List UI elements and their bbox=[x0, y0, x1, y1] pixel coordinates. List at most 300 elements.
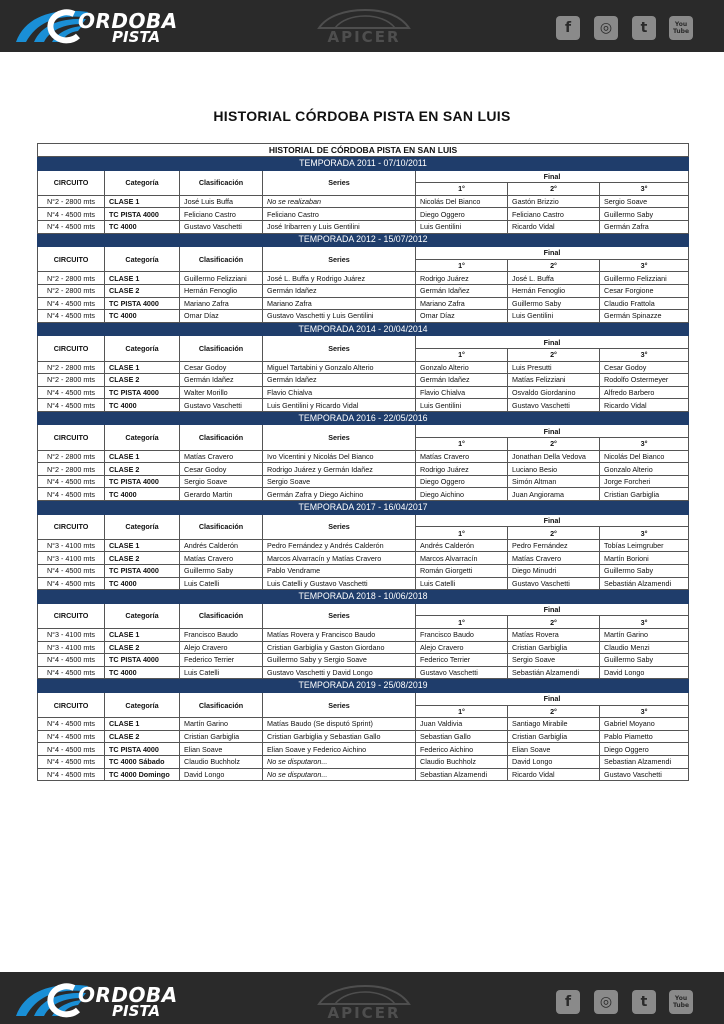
col-categoria: Categoría bbox=[105, 336, 180, 361]
cell-series: Miguel Tartabini y Gonzalo Alterio bbox=[263, 361, 416, 374]
cell-third: Cesar Forgione bbox=[600, 284, 689, 297]
cell-clasificacion: José Luis Buffa bbox=[180, 195, 263, 208]
season-header-row bbox=[38, 590, 689, 604]
season-header-row bbox=[38, 501, 689, 515]
cell-categoria: TC 4000 bbox=[105, 220, 180, 233]
col-final: Final bbox=[416, 425, 689, 438]
cell-second: Juan Angiorama bbox=[508, 488, 600, 501]
cell-circuito: N°3 - 4100 mts bbox=[38, 552, 105, 565]
cell-first: Juan Valdivia bbox=[416, 718, 508, 731]
cell-third: Sebastián Alzamendi bbox=[600, 577, 689, 590]
cell-categoria: TC 4000 Domingo bbox=[105, 768, 180, 781]
cell-circuito: N°4 - 4500 mts bbox=[38, 565, 105, 578]
cell-third: Guillermo Felizziani bbox=[600, 272, 689, 285]
history-table bbox=[37, 143, 689, 781]
cell-clasificacion: David Longo bbox=[180, 768, 263, 781]
cell-second: Ricardo Vidal bbox=[508, 768, 600, 781]
col-third: 3° bbox=[600, 438, 689, 451]
cell-categoria: CLASE 1 bbox=[105, 539, 180, 552]
cell-clasificacion: Walter Morillo bbox=[180, 386, 263, 399]
table-row bbox=[38, 730, 689, 743]
col-circuito: CIRCUITO bbox=[38, 692, 105, 717]
cell-third: Gabriel Moyano bbox=[600, 718, 689, 731]
cell-clasificacion: Omar Díaz bbox=[180, 310, 263, 323]
cell-categoria: CLASE 2 bbox=[105, 730, 180, 743]
footer-logo-text-ordoba: ORDOBA bbox=[78, 983, 178, 1007]
cell-first: Federico Terrier bbox=[416, 654, 508, 667]
table-row bbox=[38, 755, 689, 768]
col-third: 3° bbox=[600, 527, 689, 540]
table-row bbox=[38, 539, 689, 552]
column-header-row bbox=[38, 247, 689, 260]
cell-clasificacion: Federico Terrier bbox=[180, 654, 263, 667]
footer-twitter-icon[interactable]: t bbox=[632, 990, 656, 1014]
cell-circuito: N°4 - 4500 mts bbox=[38, 730, 105, 743]
cell-second: Guillermo Saby bbox=[508, 297, 600, 310]
col-second: 2° bbox=[508, 183, 600, 196]
season-header-row bbox=[38, 233, 689, 247]
table-row bbox=[38, 565, 689, 578]
table-title: HISTORIAL DE CÓRDOBA PISTA EN SAN LUIS bbox=[38, 144, 689, 157]
col-second: 2° bbox=[508, 438, 600, 451]
cell-series: No se disputaron... bbox=[263, 755, 416, 768]
cell-categoria: TC PISTA 4000 bbox=[105, 654, 180, 667]
column-header-row bbox=[38, 514, 689, 527]
cell-second: David Longo bbox=[508, 755, 600, 768]
cell-third: Nicolás Del Bianco bbox=[600, 450, 689, 463]
season-header-row bbox=[38, 411, 689, 425]
col-final: Final bbox=[416, 514, 689, 527]
cordoba-pista-logo[interactable] bbox=[12, 6, 182, 46]
col-first: 1° bbox=[416, 705, 508, 718]
column-header-row bbox=[38, 425, 689, 438]
column-header-row bbox=[38, 336, 689, 349]
table-title-row bbox=[38, 144, 689, 157]
cell-series: Pablo Vendrame bbox=[263, 565, 416, 578]
col-circuito: CIRCUITO bbox=[38, 336, 105, 361]
cell-categoria: TC 4000 bbox=[105, 488, 180, 501]
cell-clasificacion: Claudio Buchholz bbox=[180, 755, 263, 768]
cell-clasificacion: Alejo Cravero bbox=[180, 641, 263, 654]
cell-clasificacion: Guillermo Saby bbox=[180, 565, 263, 578]
cell-circuito: N°4 - 4500 mts bbox=[38, 208, 105, 221]
cell-categoria: TC PISTA 4000 bbox=[105, 297, 180, 310]
cell-second: Matías Rovera bbox=[508, 628, 600, 641]
cell-circuito: N°4 - 4500 mts bbox=[38, 666, 105, 679]
cell-categoria: CLASE 1 bbox=[105, 272, 180, 285]
cell-third: Sebastian Alzamendi bbox=[600, 755, 689, 768]
col-series: Series bbox=[263, 692, 416, 717]
cell-series: Guillermo Saby y Sergio Soave bbox=[263, 654, 416, 667]
cell-circuito: N°4 - 4500 mts bbox=[38, 768, 105, 781]
cell-series: Rodrigo Juárez y Germán Idañez bbox=[263, 463, 416, 476]
table-row bbox=[38, 374, 689, 387]
cell-series: Ivo Vicentini y Nicolás Del Bianco bbox=[263, 450, 416, 463]
cell-categoria: CLASE 1 bbox=[105, 718, 180, 731]
cell-first: Francisco Baudo bbox=[416, 628, 508, 641]
instagram-icon[interactable]: ◎ bbox=[594, 16, 618, 40]
cell-categoria: TC PISTA 4000 bbox=[105, 208, 180, 221]
twitter-icon[interactable]: t bbox=[632, 16, 656, 40]
cell-circuito: N°3 - 4100 mts bbox=[38, 641, 105, 654]
table-row bbox=[38, 310, 689, 323]
cell-series: Gustavo Vaschetti y David Longo bbox=[263, 666, 416, 679]
footer-instagram-icon[interactable]: ◎ bbox=[594, 990, 618, 1014]
sponsor-name: APICER bbox=[327, 28, 401, 46]
cell-series: Cristian Garbiglia y Gaston Giordano bbox=[263, 641, 416, 654]
col-circuito: CIRCUITO bbox=[38, 603, 105, 628]
cell-second: Sebastián Alzamendi bbox=[508, 666, 600, 679]
cell-first: Omar Díaz bbox=[416, 310, 508, 323]
col-first: 1° bbox=[416, 527, 508, 540]
season-title: TEMPORADA 2017 - 16/04/2017 bbox=[38, 501, 689, 515]
cell-circuito: N°4 - 4500 mts bbox=[38, 310, 105, 323]
cell-first: Diego Aichino bbox=[416, 488, 508, 501]
col-series: Series bbox=[263, 336, 416, 361]
cell-circuito: N°2 - 2800 mts bbox=[38, 374, 105, 387]
cell-categoria: CLASE 1 bbox=[105, 361, 180, 374]
cell-categoria: TC 4000 Sábado bbox=[105, 755, 180, 768]
table-row bbox=[38, 577, 689, 590]
col-categoria: Categoría bbox=[105, 514, 180, 539]
table-row bbox=[38, 718, 689, 731]
cell-third: Alfredo Barbero bbox=[600, 386, 689, 399]
cell-series: Germán Zafra y Diego Aichino bbox=[263, 488, 416, 501]
col-second: 2° bbox=[508, 527, 600, 540]
cell-first: Diego Oggero bbox=[416, 475, 508, 488]
cell-series: Cristian Garbiglia y Sebastian Gallo bbox=[263, 730, 416, 743]
col-first: 1° bbox=[416, 183, 508, 196]
cell-series: Pedro Fernández y Andrés Calderón bbox=[263, 539, 416, 552]
season-title: TEMPORADA 2016 - 22/05/2016 bbox=[38, 411, 689, 425]
cell-third: Diego Oggero bbox=[600, 743, 689, 756]
footer-youtube-icon[interactable] bbox=[669, 990, 693, 1014]
col-third: 3° bbox=[600, 259, 689, 272]
footer-facebook-icon[interactable]: f bbox=[556, 990, 580, 1014]
cell-categoria: TC PISTA 4000 bbox=[105, 386, 180, 399]
col-final: Final bbox=[416, 170, 689, 183]
cell-circuito: N°4 - 4500 mts bbox=[38, 743, 105, 756]
table-row bbox=[38, 552, 689, 565]
col-second: 2° bbox=[508, 348, 600, 361]
cell-second: Gastón Brizzio bbox=[508, 195, 600, 208]
cell-circuito: N°4 - 4500 mts bbox=[38, 577, 105, 590]
table-row bbox=[38, 284, 689, 297]
cell-clasificacion: Hernán Fenoglio bbox=[180, 284, 263, 297]
cell-second: Hernán Fenoglio bbox=[508, 284, 600, 297]
cell-third: Cesar Godoy bbox=[600, 361, 689, 374]
cell-first: Germán Idañez bbox=[416, 284, 508, 297]
cell-second: Cristian Garbiglia bbox=[508, 730, 600, 743]
cell-clasificacion: Germán Idañez bbox=[180, 374, 263, 387]
col-clasificacion: Clasificación bbox=[180, 603, 263, 628]
cell-first: Mariano Zafra bbox=[416, 297, 508, 310]
cell-clasificacion: Elian Soave bbox=[180, 743, 263, 756]
footer-car-silhouette-icon bbox=[305, 984, 423, 1006]
cell-clasificacion: Cesar Godoy bbox=[180, 463, 263, 476]
cell-clasificacion: Luis Catelli bbox=[180, 577, 263, 590]
col-final: Final bbox=[416, 603, 689, 616]
cell-first: Flavio Chialva bbox=[416, 386, 508, 399]
column-header-row bbox=[38, 692, 689, 705]
col-third: 3° bbox=[600, 183, 689, 196]
col-series: Series bbox=[263, 425, 416, 450]
cell-second: Luciano Besio bbox=[508, 463, 600, 476]
season-header-row bbox=[38, 157, 689, 171]
cell-clasificacion: Gustavo Vaschetti bbox=[180, 220, 263, 233]
col-first: 1° bbox=[416, 348, 508, 361]
cell-second: Ricardo Vidal bbox=[508, 220, 600, 233]
cell-categoria: CLASE 1 bbox=[105, 195, 180, 208]
column-header-row bbox=[38, 170, 689, 183]
col-series: Series bbox=[263, 514, 416, 539]
cell-first: Rodrigo Juárez bbox=[416, 272, 508, 285]
cell-categoria: TC 4000 bbox=[105, 310, 180, 323]
cell-circuito: N°3 - 4100 mts bbox=[38, 628, 105, 641]
cell-circuito: N°2 - 2800 mts bbox=[38, 361, 105, 374]
table-row bbox=[38, 297, 689, 310]
cell-third: Ricardo Vidal bbox=[600, 399, 689, 412]
col-second: 2° bbox=[508, 705, 600, 718]
cell-first: Luis Gentilini bbox=[416, 399, 508, 412]
col-clasificacion: Clasificación bbox=[180, 425, 263, 450]
cell-circuito: N°3 - 4100 mts bbox=[38, 539, 105, 552]
cell-first: Germán Idañez bbox=[416, 374, 508, 387]
cell-second: Luis Gentilini bbox=[508, 310, 600, 323]
table-row bbox=[38, 628, 689, 641]
cell-second: José L. Buffa bbox=[508, 272, 600, 285]
cell-third: Germán Zafra bbox=[600, 220, 689, 233]
cell-circuito: N°4 - 4500 mts bbox=[38, 297, 105, 310]
cell-second: Gustavo Vaschetti bbox=[508, 399, 600, 412]
car-silhouette-icon bbox=[305, 8, 423, 30]
footer-cordoba-pista-logo[interactable] bbox=[12, 980, 182, 1020]
cell-second: Cristian Garbiglia bbox=[508, 641, 600, 654]
col-clasificacion: Clasificación bbox=[180, 247, 263, 272]
cell-first: Sebastian Alzamendi bbox=[416, 768, 508, 781]
cell-series: Sergio Soave bbox=[263, 475, 416, 488]
cell-circuito: N°2 - 2800 mts bbox=[38, 284, 105, 297]
cell-circuito: N°4 - 4500 mts bbox=[38, 475, 105, 488]
cell-second: Diego Minudri bbox=[508, 565, 600, 578]
cell-circuito: N°2 - 2800 mts bbox=[38, 195, 105, 208]
col-third: 3° bbox=[600, 705, 689, 718]
table-row bbox=[38, 195, 689, 208]
col-series: Series bbox=[263, 170, 416, 195]
cell-third: Germán Spinazze bbox=[600, 310, 689, 323]
season-title: TEMPORADA 2019 - 25/08/2019 bbox=[38, 679, 689, 693]
season-title: TEMPORADA 2012 - 15/07/2012 bbox=[38, 233, 689, 247]
col-categoria: Categoría bbox=[105, 425, 180, 450]
cell-circuito: N°4 - 4500 mts bbox=[38, 718, 105, 731]
cell-first: Sebastian Gallo bbox=[416, 730, 508, 743]
cell-categoria: CLASE 1 bbox=[105, 450, 180, 463]
cell-circuito: N°4 - 4500 mts bbox=[38, 654, 105, 667]
cell-series: Luis Gentilini y Ricardo Vidal bbox=[263, 399, 416, 412]
cell-third: Martín Borioni bbox=[600, 552, 689, 565]
cell-circuito: N°4 - 4500 mts bbox=[38, 755, 105, 768]
col-series: Series bbox=[263, 247, 416, 272]
cell-series: Matías Rovera y Francisco Baudo bbox=[263, 628, 416, 641]
cell-series: Gustavo Vaschetti y Luis Gentilini bbox=[263, 310, 416, 323]
col-final: Final bbox=[416, 692, 689, 705]
col-categoria: Categoría bbox=[105, 247, 180, 272]
table-row bbox=[38, 220, 689, 233]
history-table-container bbox=[37, 143, 688, 781]
footer-band bbox=[0, 972, 724, 1024]
cell-second: Osvaldo Giordanino bbox=[508, 386, 600, 399]
cell-second: Jonathan Della Vedova bbox=[508, 450, 600, 463]
table-row bbox=[38, 208, 689, 221]
cell-categoria: TC PISTA 4000 bbox=[105, 743, 180, 756]
cell-categoria: CLASE 2 bbox=[105, 463, 180, 476]
cell-first: Federico Aichino bbox=[416, 743, 508, 756]
col-clasificacion: Clasificación bbox=[180, 336, 263, 361]
cell-third: Guillermo Saby bbox=[600, 565, 689, 578]
cell-first: Claudio Buchholz bbox=[416, 755, 508, 768]
cell-second: Luis Presutti bbox=[508, 361, 600, 374]
cell-first: Alejo Cravero bbox=[416, 641, 508, 654]
cell-clasificacion: Mariano Zafra bbox=[180, 297, 263, 310]
cell-categoria: CLASE 2 bbox=[105, 284, 180, 297]
table-row bbox=[38, 743, 689, 756]
cell-third: Tobías Leimgruber bbox=[600, 539, 689, 552]
column-header-row bbox=[38, 603, 689, 616]
cell-series: Feliciano Castro bbox=[263, 208, 416, 221]
cell-third: David Longo bbox=[600, 666, 689, 679]
cell-clasificacion: Feliciano Castro bbox=[180, 208, 263, 221]
col-second: 2° bbox=[508, 259, 600, 272]
page-title: HISTORIAL CÓRDOBA PISTA EN SAN LUIS bbox=[213, 108, 511, 124]
footer-logo-text-pista: PISTA bbox=[112, 1002, 161, 1020]
cell-clasificacion: Cristian Garbiglia bbox=[180, 730, 263, 743]
logo-text-ordoba: ORDOBA bbox=[78, 9, 178, 33]
youtube-icon[interactable] bbox=[669, 16, 693, 40]
col-categoria: Categoría bbox=[105, 170, 180, 195]
cell-first: Gonzalo Alterio bbox=[416, 361, 508, 374]
cell-first: Gustavo Vaschetti bbox=[416, 666, 508, 679]
col-third: 3° bbox=[600, 616, 689, 629]
table-row bbox=[38, 654, 689, 667]
cell-circuito: N°2 - 2800 mts bbox=[38, 272, 105, 285]
col-first: 1° bbox=[416, 259, 508, 272]
cell-second: Matías Felizziani bbox=[508, 374, 600, 387]
cell-categoria: CLASE 2 bbox=[105, 552, 180, 565]
cell-first: Román Giorgetti bbox=[416, 565, 508, 578]
cell-third: Martín Garino bbox=[600, 628, 689, 641]
cell-clasificacion: Gustavo Vaschetti bbox=[180, 399, 263, 412]
cell-circuito: N°4 - 4500 mts bbox=[38, 386, 105, 399]
cell-second: Simón Altman bbox=[508, 475, 600, 488]
col-second: 2° bbox=[508, 616, 600, 629]
cell-series: Luis Catelli y Gustavo Vaschetti bbox=[263, 577, 416, 590]
cell-first: Matías Cravero bbox=[416, 450, 508, 463]
cell-series: Elian Soave y Federico Aichino bbox=[263, 743, 416, 756]
cell-third: Pablo Piametto bbox=[600, 730, 689, 743]
cell-circuito: N°2 - 2800 mts bbox=[38, 463, 105, 476]
cell-clasificacion: Gerardo Martin bbox=[180, 488, 263, 501]
cell-series: José Iribarren y Luis Gentilini bbox=[263, 220, 416, 233]
table-row bbox=[38, 488, 689, 501]
apicer-sponsor-logo bbox=[305, 8, 423, 46]
season-title: TEMPORADA 2014 - 20/04/2014 bbox=[38, 322, 689, 336]
cell-third: Jorge Forcheri bbox=[600, 475, 689, 488]
cell-series: Matías Baudo (Se disputó Sprint) bbox=[263, 718, 416, 731]
cell-categoria: CLASE 1 bbox=[105, 628, 180, 641]
cell-first: Luis Gentilini bbox=[416, 220, 508, 233]
cell-circuito: N°4 - 4500 mts bbox=[38, 399, 105, 412]
cell-categoria: TC PISTA 4000 bbox=[105, 475, 180, 488]
cell-clasificacion: Cesar Godoy bbox=[180, 361, 263, 374]
col-clasificacion: Clasificación bbox=[180, 692, 263, 717]
cell-series: Germán Idañez bbox=[263, 374, 416, 387]
cell-clasificacion: Luis Catelli bbox=[180, 666, 263, 679]
cell-categoria: TC PISTA 4000 bbox=[105, 565, 180, 578]
col-final: Final bbox=[416, 247, 689, 260]
facebook-icon[interactable]: f bbox=[556, 16, 580, 40]
footer-apicer-sponsor-logo bbox=[305, 984, 423, 1022]
cell-third: Sergio Soave bbox=[600, 195, 689, 208]
footer-sponsor-name: APICER bbox=[327, 1004, 401, 1022]
col-categoria: Categoría bbox=[105, 692, 180, 717]
table-row bbox=[38, 641, 689, 654]
cell-second: Sergio Soave bbox=[508, 654, 600, 667]
cell-series: Flavio Chialva bbox=[263, 386, 416, 399]
cell-second: Elian Soave bbox=[508, 743, 600, 756]
cell-first: Andrés Calderón bbox=[416, 539, 508, 552]
col-series: Series bbox=[263, 603, 416, 628]
table-row bbox=[38, 475, 689, 488]
cell-second: Matías Cravero bbox=[508, 552, 600, 565]
col-circuito: CIRCUITO bbox=[38, 425, 105, 450]
youtube-icon-label: You Tube bbox=[672, 21, 690, 35]
cell-series: Germán Idañez bbox=[263, 284, 416, 297]
cell-clasificacion: Francisco Baudo bbox=[180, 628, 263, 641]
cell-third: Claudio Frattola bbox=[600, 297, 689, 310]
col-final: Final bbox=[416, 336, 689, 349]
table-row bbox=[38, 450, 689, 463]
cell-series: Mariano Zafra bbox=[263, 297, 416, 310]
season-title: TEMPORADA 2011 - 07/10/2011 bbox=[38, 157, 689, 171]
cell-first: Marcos Alvarracín bbox=[416, 552, 508, 565]
table-row bbox=[38, 361, 689, 374]
table-row bbox=[38, 463, 689, 476]
cell-clasificacion: Andrés Calderón bbox=[180, 539, 263, 552]
cell-categoria: TC 4000 bbox=[105, 399, 180, 412]
col-circuito: CIRCUITO bbox=[38, 514, 105, 539]
cell-clasificacion: Sergio Soave bbox=[180, 475, 263, 488]
cell-series: Marcos Alvarracín y Matías Cravero bbox=[263, 552, 416, 565]
cell-categoria: CLASE 2 bbox=[105, 374, 180, 387]
cell-circuito: N°2 - 2800 mts bbox=[38, 450, 105, 463]
cell-clasificacion: Matías Cravero bbox=[180, 450, 263, 463]
cell-clasificacion: Martín Garino bbox=[180, 718, 263, 731]
col-circuito: CIRCUITO bbox=[38, 170, 105, 195]
cell-second: Gustavo Vaschetti bbox=[508, 577, 600, 590]
cell-series: José L. Buffa y Rodrigo Juárez bbox=[263, 272, 416, 285]
col-third: 3° bbox=[600, 348, 689, 361]
season-title: TEMPORADA 2018 - 10/06/2018 bbox=[38, 590, 689, 604]
cell-circuito: N°4 - 4500 mts bbox=[38, 220, 105, 233]
cell-third: Claudio Menzi bbox=[600, 641, 689, 654]
cell-second: Pedro Fernández bbox=[508, 539, 600, 552]
cell-third: Guillermo Saby bbox=[600, 654, 689, 667]
cell-categoria: CLASE 2 bbox=[105, 641, 180, 654]
cell-series: No se disputaron... bbox=[263, 768, 416, 781]
table-row bbox=[38, 768, 689, 781]
table-row bbox=[38, 399, 689, 412]
cell-first: Luis Catelli bbox=[416, 577, 508, 590]
